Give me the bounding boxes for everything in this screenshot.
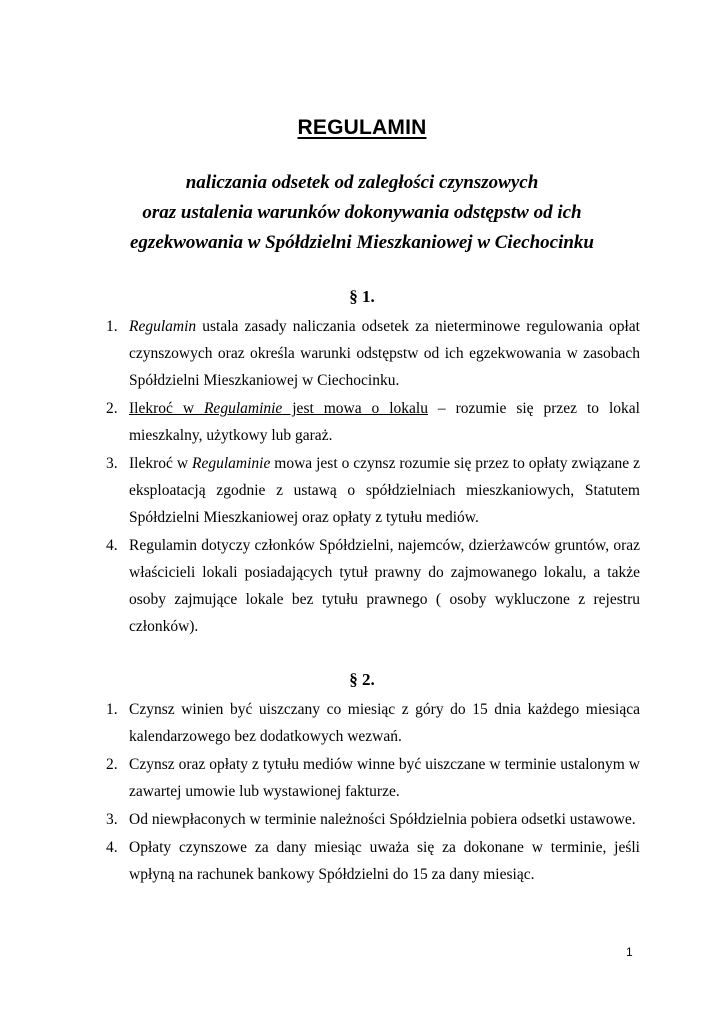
list-item — [98, 395, 640, 449]
item-number: 4. — [106, 839, 118, 856]
lokal-definition — [129, 400, 428, 417]
item-text: mowa jest o czynsz rozumie się przez to opłaty związane z eksploatacją zgodnie z ustawą o spółdzielniach mieszkaniowych, Statutem Spółdzielni Mieszkaniowej oraz opłaty z tytułu mediów. — [129, 455, 640, 526]
item-number: 1. — [106, 318, 118, 335]
regulamin-term: Regulamin — [129, 318, 197, 335]
item-text: Opłaty czynszowe za dany miesiąc uważa się za dokonane w terminie, jeśli wpłyną na rachunek bankowy Spółdzielni do 15 za dany miesiąc. — [129, 839, 640, 883]
item-text: jest mowa o lokalu — [282, 400, 428, 417]
page-number: 1 — [626, 945, 633, 959]
list-item — [98, 313, 640, 394]
item-number: 3. — [106, 455, 118, 472]
list-item — [98, 532, 640, 640]
section-2-heading: § 2. — [349, 670, 375, 689]
list-item — [98, 834, 640, 888]
item-number: 2. — [106, 400, 118, 417]
document-subtitle — [40, 168, 684, 258]
item-number: 1. — [106, 701, 118, 718]
document-title: REGULAMIN — [297, 116, 427, 139]
item-number: 2. — [106, 756, 118, 773]
item-text: Ilekroć w — [129, 455, 192, 472]
subtitle-line: egzekwowania w Spółdzielni Mieszkaniowej w Ciechocinku — [130, 232, 594, 253]
list-item — [98, 751, 640, 805]
section-2-list — [98, 696, 640, 889]
item-text: Czynsz winien być uiszczany co miesiąc z góry do 15 dnia każdego miesiąca kalendarzowego bez dodatkowych wezwań. — [129, 701, 640, 745]
item-text: – rozumie się przez to lokal mieszkalny, użytkowy lub garaż. — [129, 400, 640, 444]
item-text: Od niewpłaconych w terminie należności Spółdzielnia pobiera odsetki ustawowe. — [129, 811, 636, 828]
list-item — [98, 450, 640, 531]
subtitle-line: naliczania odsetek od zaległości czynszowych — [185, 172, 539, 193]
section-1-heading: § 1. — [349, 287, 375, 306]
item-number: 4. — [106, 537, 118, 554]
item-text: Czynsz oraz opłaty z tytułu mediów winne być uiszczane w terminie ustalonym w zawartej umowie lub wystawionej fakturze. — [129, 756, 640, 800]
regulamin-term: Regulaminie — [203, 400, 283, 417]
list-item — [98, 696, 640, 750]
item-text: Regulamin dotyczy członków Spółdzielni, najemców, dzierżawców gruntów, oraz właścicieli lokali posiadających tytuł prawny do zajmowanego lokalu, a także osoby zajmujące lokale bez tytułu prawnego ( osoby wykluczone z rejestru członków). — [129, 537, 640, 635]
section-1-list — [98, 313, 640, 641]
subtitle-line: oraz ustalenia warunków dokonywania odstępstw od ich — [142, 202, 582, 223]
regulamin-term: Regulaminie — [191, 455, 271, 472]
item-text: ustala zasady naliczania odsetek za nieterminowe regulowania opłat czynszowych oraz określa warunki odstępstw od ich egzekwowania w zasobach Spółdzielni Mieszkaniowej w Ciechocinku. — [129, 318, 640, 389]
item-text: Ilekroć w — [129, 400, 204, 417]
list-item — [98, 806, 640, 833]
item-number: 3. — [106, 811, 118, 828]
